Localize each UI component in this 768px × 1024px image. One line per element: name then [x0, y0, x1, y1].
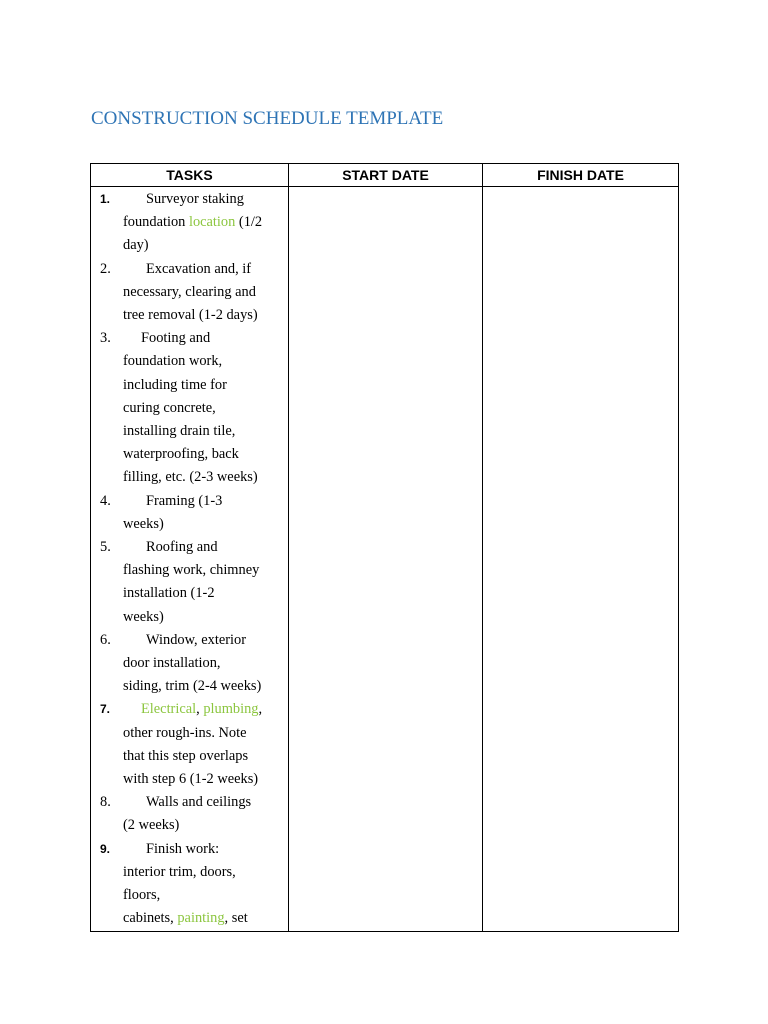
task-text: weeks) — [123, 608, 164, 625]
painting-link[interactable]: painting — [177, 910, 225, 927]
header-finish-date: FINISH DATE — [483, 164, 679, 187]
task-text: Surveyor staking — [146, 191, 244, 207]
task-item-3 — [91, 327, 288, 489]
task-number: 4. — [100, 492, 111, 509]
task-number: 2. — [100, 260, 111, 277]
task-item-5 — [91, 536, 288, 629]
task-text: Footing and — [141, 330, 211, 347]
task-text: that this step overlaps — [123, 747, 249, 764]
document-title: CONSTRUCTION SCHEDULE TEMPLATE — [91, 108, 444, 129]
schedule-table — [90, 163, 679, 932]
task-text: siding, trim (2-4 weeks) — [123, 678, 262, 695]
header-tasks: TASKS — [91, 164, 289, 187]
task-text: , — [196, 701, 204, 718]
task-text: with step 6 (1-2 weeks) — [123, 771, 259, 788]
tasks-cell — [91, 187, 289, 932]
task-text: Finish work: — [146, 840, 220, 857]
task-text: including time for — [123, 376, 227, 393]
task-number: 9. — [100, 841, 111, 856]
task-text: tree removal (1-2 days) — [123, 307, 258, 324]
task-text: , set — [224, 910, 248, 927]
task-text: curing concrete, — [123, 399, 216, 416]
task-text: foundation work, — [123, 353, 223, 370]
task-item-1 — [91, 187, 288, 258]
task-text: , — [258, 701, 263, 718]
task-text: cabinets, — [123, 910, 178, 927]
location-link[interactable]: location — [188, 214, 236, 231]
task-text: installation (1-2 — [123, 585, 215, 602]
task-text: Excavation and, if — [146, 260, 252, 277]
task-number: 5. — [100, 539, 111, 556]
task-text: door installation, — [123, 655, 221, 672]
task-text: necessary, clearing and — [123, 283, 256, 300]
task-text: other rough-ins. Note — [123, 724, 247, 741]
plumbing-link[interactable]: plumbing — [203, 701, 259, 718]
task-text: foundation — [123, 214, 189, 231]
task-text: Walls and ceilings — [146, 794, 252, 811]
task-number: 8. — [100, 794, 111, 811]
start-date-cell[interactable] — [289, 187, 483, 932]
task-text: Framing (1-3 — [146, 492, 223, 509]
task-item-6 — [91, 629, 288, 699]
task-text: (1/2 — [235, 214, 263, 231]
header-start-date: START DATE — [289, 164, 483, 187]
task-text: waterproofing, back — [123, 446, 239, 463]
task-item-4 — [91, 490, 288, 536]
table-row — [91, 187, 679, 932]
task-text: floors, — [123, 887, 161, 904]
task-text: Window, exterior — [146, 631, 246, 648]
task-item-8 — [91, 791, 288, 837]
task-number: 6. — [100, 631, 111, 648]
task-text: (2 weeks) — [123, 817, 180, 834]
task-text: installing drain tile, — [123, 423, 236, 440]
task-item-9 — [91, 838, 288, 931]
task-text: interior trim, doors, — [123, 863, 236, 880]
task-text: filling, etc. (2-3 weeks) — [123, 469, 258, 486]
task-text: day) — [123, 237, 149, 254]
task-number: 1. — [100, 192, 111, 206]
task-text: weeks) — [123, 515, 164, 532]
task-item-2 — [91, 258, 288, 328]
task-item-7 — [91, 698, 288, 791]
task-text: flashing work, chimney — [123, 562, 260, 579]
finish-date-cell[interactable] — [483, 187, 679, 932]
task-text: Roofing and — [146, 539, 218, 556]
task-number: 3. — [100, 330, 111, 347]
task-list — [91, 187, 288, 931]
table-header-row — [91, 164, 679, 187]
task-number: 7. — [100, 702, 111, 717]
electrical-link[interactable]: Electrical — [141, 701, 197, 718]
